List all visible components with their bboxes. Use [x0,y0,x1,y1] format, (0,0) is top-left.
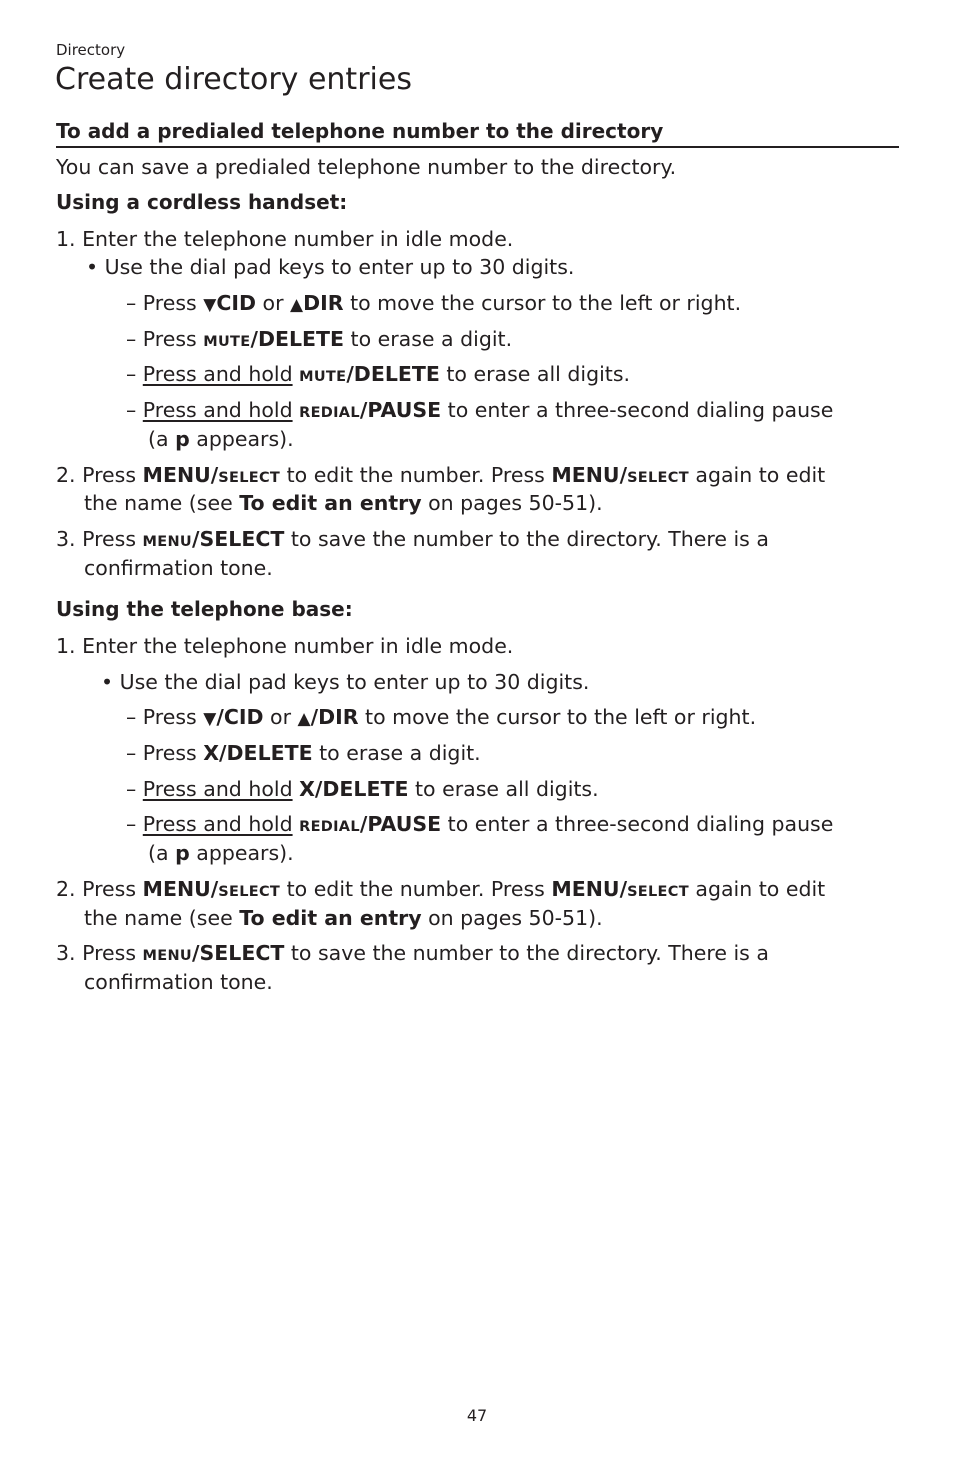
handset-step-2 [56,461,825,492]
base-pause-cont [148,839,294,867]
base-pause-cont-pre: (a [148,841,176,865]
base-pause-pre: – [126,812,143,836]
handset-step2-cont-pre: the name (see [84,491,240,515]
menu-key: MENU/ [551,877,628,901]
dir-key: /DIR [310,705,359,729]
base-step2-pre: 2. Press [56,877,143,901]
handset-erase-all [126,360,630,391]
handset-step2-cont-post: on pages 50-51). [421,491,603,515]
page-number: 47 [466,1406,488,1425]
handset-pause-cont-pre: (a [148,427,176,451]
handset-erase-all-post: to erase all digits. [439,362,631,386]
pause-key: /PAUSE [359,812,442,836]
pause-key: /PAUSE [359,398,442,422]
press-and-hold-text: Press and hold [142,398,293,422]
base-step-2-cont [84,904,603,932]
handset-step2-post: again to edit [688,463,826,487]
handset-step2-mid: to edit the number. Press [280,463,552,487]
base-cursor-pre: – Press [126,705,204,729]
redial-key: REDIAL [299,405,360,421]
menu-key: MENU [142,948,192,964]
handset-step-3-cont: confirmation tone. [84,556,273,580]
base-pause-cont-post: appears). [189,841,294,865]
handset-step-1: 1. Enter the telephone number in idle mode. [56,227,514,251]
base-erase-digit-post: to erase a digit. [312,741,481,765]
up-arrow-icon: ▲ [297,709,311,729]
p-symbol: p [175,841,190,865]
base-step2-mid: to edit the number. Press [280,877,552,901]
handset-erase-all-pre: – [126,362,143,386]
down-arrow-icon: ▼ [203,295,217,315]
base-erase-all [126,775,599,803]
handset-bullet: • Use the dial pad keys to enter up to 30 digits. [86,255,575,279]
base-step2-cont-post: on pages 50-51). [421,906,603,930]
handset-erase-digit-pre: – Press [126,327,204,351]
press-and-hold-text: Press and hold [142,812,293,836]
handset-pause-pre: – [126,398,143,422]
up-arrow-icon: ▲ [290,295,304,315]
edit-entry-reference: To edit an entry [239,906,422,930]
base-erase-digit-pre: – Press [126,741,204,765]
select-key: /SELECT [192,527,285,551]
select-key: /SELECT [192,941,285,965]
p-symbol: p [175,427,190,451]
handset-heading: Using a cordless handset: [56,190,348,214]
handset-step3-pre: 3. Press [56,527,143,551]
x-delete-key: X/DELETE [299,777,409,801]
page-title: Create directory entries [55,62,412,97]
cid-key: /CID [216,705,264,729]
x-delete-key: X/DELETE [203,741,313,765]
base-erase-all-pre: – [126,777,143,801]
base-cursor-post: to move the cursor to the left or right. [358,705,757,729]
base-step-1: 1. Enter the telephone number in idle mode. [56,634,514,658]
handset-erase-digit-post: to erase a digit. [344,327,513,351]
handset-cursor-pre: – Press [126,291,204,315]
handset-cursor-post: to move the cursor to the left or right. [343,291,742,315]
handset-cursor-instruction [126,289,741,319]
menu-key: MENU [142,534,192,550]
select-key: SELECT [627,470,689,486]
delete-key: /DELETE [250,327,345,351]
handset-step-3 [56,525,769,556]
base-step-3 [56,939,769,970]
press-and-hold-text: Press and hold [142,777,293,801]
handset-erase-digit [126,325,512,356]
delete-key: /DELETE [346,362,440,386]
subheading: To add a predialed telephone number to the directory [56,119,664,143]
base-step2-post: again to edit [688,877,826,901]
section-label: Directory [56,41,126,59]
base-erase-digit [126,739,481,767]
base-step-2 [56,875,825,906]
handset-step3-post: to save the number to the directory. There is a [284,527,769,551]
handset-cursor-or: or [256,291,291,315]
menu-key: MENU/ [142,463,219,487]
menu-key: MENU/ [551,463,628,487]
base-pause [126,810,833,841]
base-step-3-cont: confirmation tone. [84,970,273,994]
intro-text: You can save a predialed telephone number to the directory. [56,155,677,179]
mute-key: MUTE [203,334,251,350]
edit-entry-reference: To edit an entry [239,491,422,515]
base-pause-post: to enter a three-second dialing pause [441,812,834,836]
base-step2-cont-pre: the name (see [84,906,240,930]
menu-key: MENU/ [142,877,219,901]
base-bullet: • Use the dial pad keys to enter up to 30 digits. [101,670,590,694]
handset-step2-pre: 2. Press [56,463,143,487]
down-arrow-icon: ▼ [203,709,217,729]
subheading-rule [56,146,899,148]
handset-pause [126,396,833,427]
press-and-hold-text: Press and hold [142,362,293,386]
base-heading: Using the telephone base: [56,597,353,621]
redial-key: REDIAL [299,819,360,835]
handset-step-2-cont [84,489,603,517]
handset-pause-cont [148,425,294,453]
base-erase-all-post: to erase all digits. [408,777,599,801]
cid-key: CID [216,291,257,315]
select-key: SELECT [218,470,281,486]
select-key: SELECT [627,884,689,900]
base-cursor-instruction [126,703,756,733]
mute-key: MUTE [299,369,347,385]
handset-pause-post: to enter a three-second dialing pause [441,398,834,422]
base-step3-post: to save the number to the directory. There is a [284,941,769,965]
dir-key: DIR [303,291,344,315]
base-step3-pre: 3. Press [56,941,143,965]
select-key: SELECT [218,884,281,900]
handset-pause-cont-post: appears). [189,427,294,451]
base-cursor-or: or [263,705,298,729]
